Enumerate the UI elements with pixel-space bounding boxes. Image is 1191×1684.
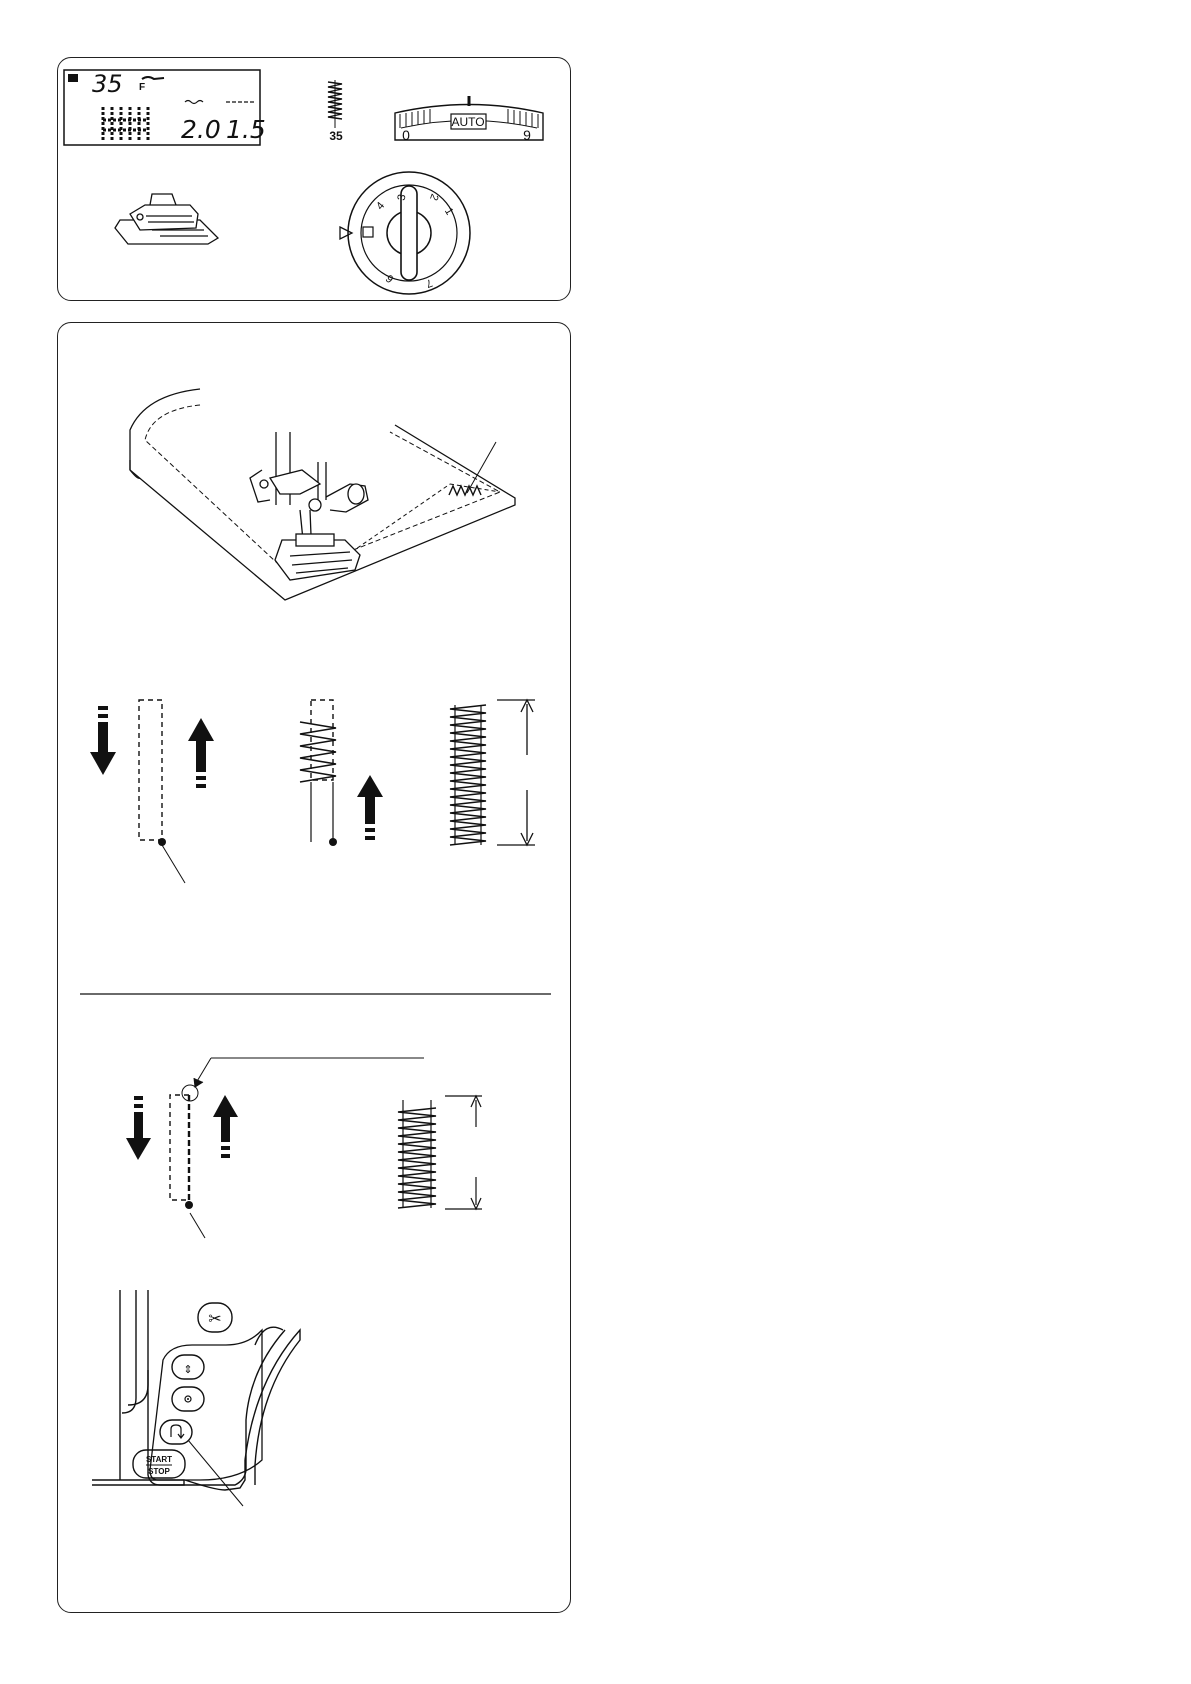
arrow-up-icon-3 xyxy=(213,1095,238,1158)
dial-number-7: 7 xyxy=(424,276,434,290)
lcd-stitch-width: 2.0 xyxy=(181,115,221,144)
dial-number-6: 6 xyxy=(383,271,397,285)
width-icon xyxy=(185,101,203,104)
tension-dial xyxy=(395,96,543,143)
arrow-up-icon xyxy=(188,718,214,788)
lcd-stitch-pattern xyxy=(103,107,148,140)
step-diagram-2 xyxy=(300,700,383,846)
memory-icon xyxy=(68,74,78,82)
arrow-down-icon-3 xyxy=(126,1096,151,1160)
foot-icon xyxy=(142,77,164,79)
tension-auto-label: AUTO xyxy=(451,115,485,129)
reverse-button-leader xyxy=(188,1440,243,1506)
machine-control-panel xyxy=(92,1290,300,1506)
tension-min-label: 0 xyxy=(402,127,410,143)
needle-up-down-icon: ⇕ xyxy=(183,1364,193,1376)
step-diagram-4 xyxy=(126,1058,424,1238)
short-bartack-stitch xyxy=(398,1108,436,1208)
lcd-stitch-length: 1.5 xyxy=(226,115,266,144)
step-diagram-1 xyxy=(90,700,214,883)
starting-point-leader xyxy=(162,845,185,883)
lcd-pattern-number: 35 xyxy=(92,70,123,98)
start-label: START xyxy=(145,1455,173,1464)
dial-number-3: 3 xyxy=(395,193,409,202)
stop-label: STOP xyxy=(148,1467,170,1476)
arrow-up-icon-2 xyxy=(357,775,383,840)
thread-cutter-icon: ✂ xyxy=(208,1311,222,1328)
sewing-illustration xyxy=(130,389,515,600)
dial-number-1: 1 xyxy=(441,205,456,218)
lcd-foot-letter: F xyxy=(139,82,146,93)
dial-pointer-triangle xyxy=(340,227,352,239)
stitch-selector-dial xyxy=(340,172,470,294)
arrow-down-icon xyxy=(90,706,116,775)
reverse-icon xyxy=(171,1425,184,1438)
starting-point-leader-2 xyxy=(190,1213,205,1238)
dial-number-2: 2 xyxy=(427,192,441,202)
step-diagram-5 xyxy=(398,1096,482,1209)
dial-number-4: 4 xyxy=(374,199,388,213)
pattern-35-icon xyxy=(328,80,343,143)
partial-bartack-stitch xyxy=(300,722,336,782)
reverse-button[interactable] xyxy=(160,1420,192,1444)
tension-max-label: 9 xyxy=(523,127,531,143)
step-diagram-3 xyxy=(450,700,535,845)
pattern-number-label: 35 xyxy=(329,129,343,143)
presser-foot-f xyxy=(115,194,218,244)
lcd-display xyxy=(64,70,266,145)
